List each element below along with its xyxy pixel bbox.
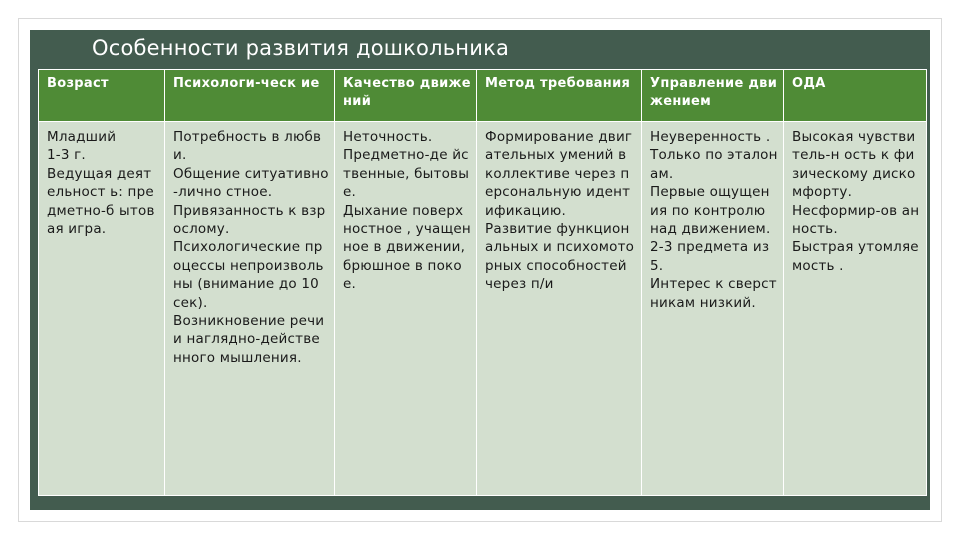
header-movement-quality: Качество движений xyxy=(335,70,477,122)
header-movement-control: Управление движением xyxy=(642,70,784,122)
table-header-row xyxy=(39,70,927,122)
development-table xyxy=(38,69,927,496)
header-oda: ОДА xyxy=(784,70,927,122)
cell-movement-control: Неуверенность . Только по эталонам. Первые ощущения по контролю над движением. 2-3 предмета из 5. Интерес к сверстникам низкий. xyxy=(642,122,784,496)
header-age: Возраст xyxy=(39,70,165,122)
cell-oda: Высокая чувствитель-н ость к физическому дискомфорту. Несформир-ов анность. Быстрая утомляемость . xyxy=(784,122,927,496)
header-method: Метод требования xyxy=(477,70,642,122)
cell-age: Младший 1-3 г. Ведущая деятельност ь: предметно-б ытовая игра. xyxy=(39,122,165,496)
cell-psychological: Потребность в любви. Общение ситуативно-лично стное. Привязанность к взрослому. Психологические процессы непроизвольны (внимание до 10 сек). Возникновение речи и наглядно-действе нного мышления. xyxy=(165,122,335,496)
header-psychological: Психологи-ческ ие xyxy=(165,70,335,122)
cell-movement-quality: Неточность. Предметно-де йственные, бытовые. Дыхание поверхностное , учащенное в движении, брюшное в покое. xyxy=(335,122,477,496)
table-row xyxy=(39,122,927,496)
cell-method: Формирование двигательных умений в коллективе через персональную идентификацию. Развитие функциональных и психомоторных способностей через п/и xyxy=(477,122,642,496)
slide-title: Особенности развития дошкольника xyxy=(92,36,510,60)
